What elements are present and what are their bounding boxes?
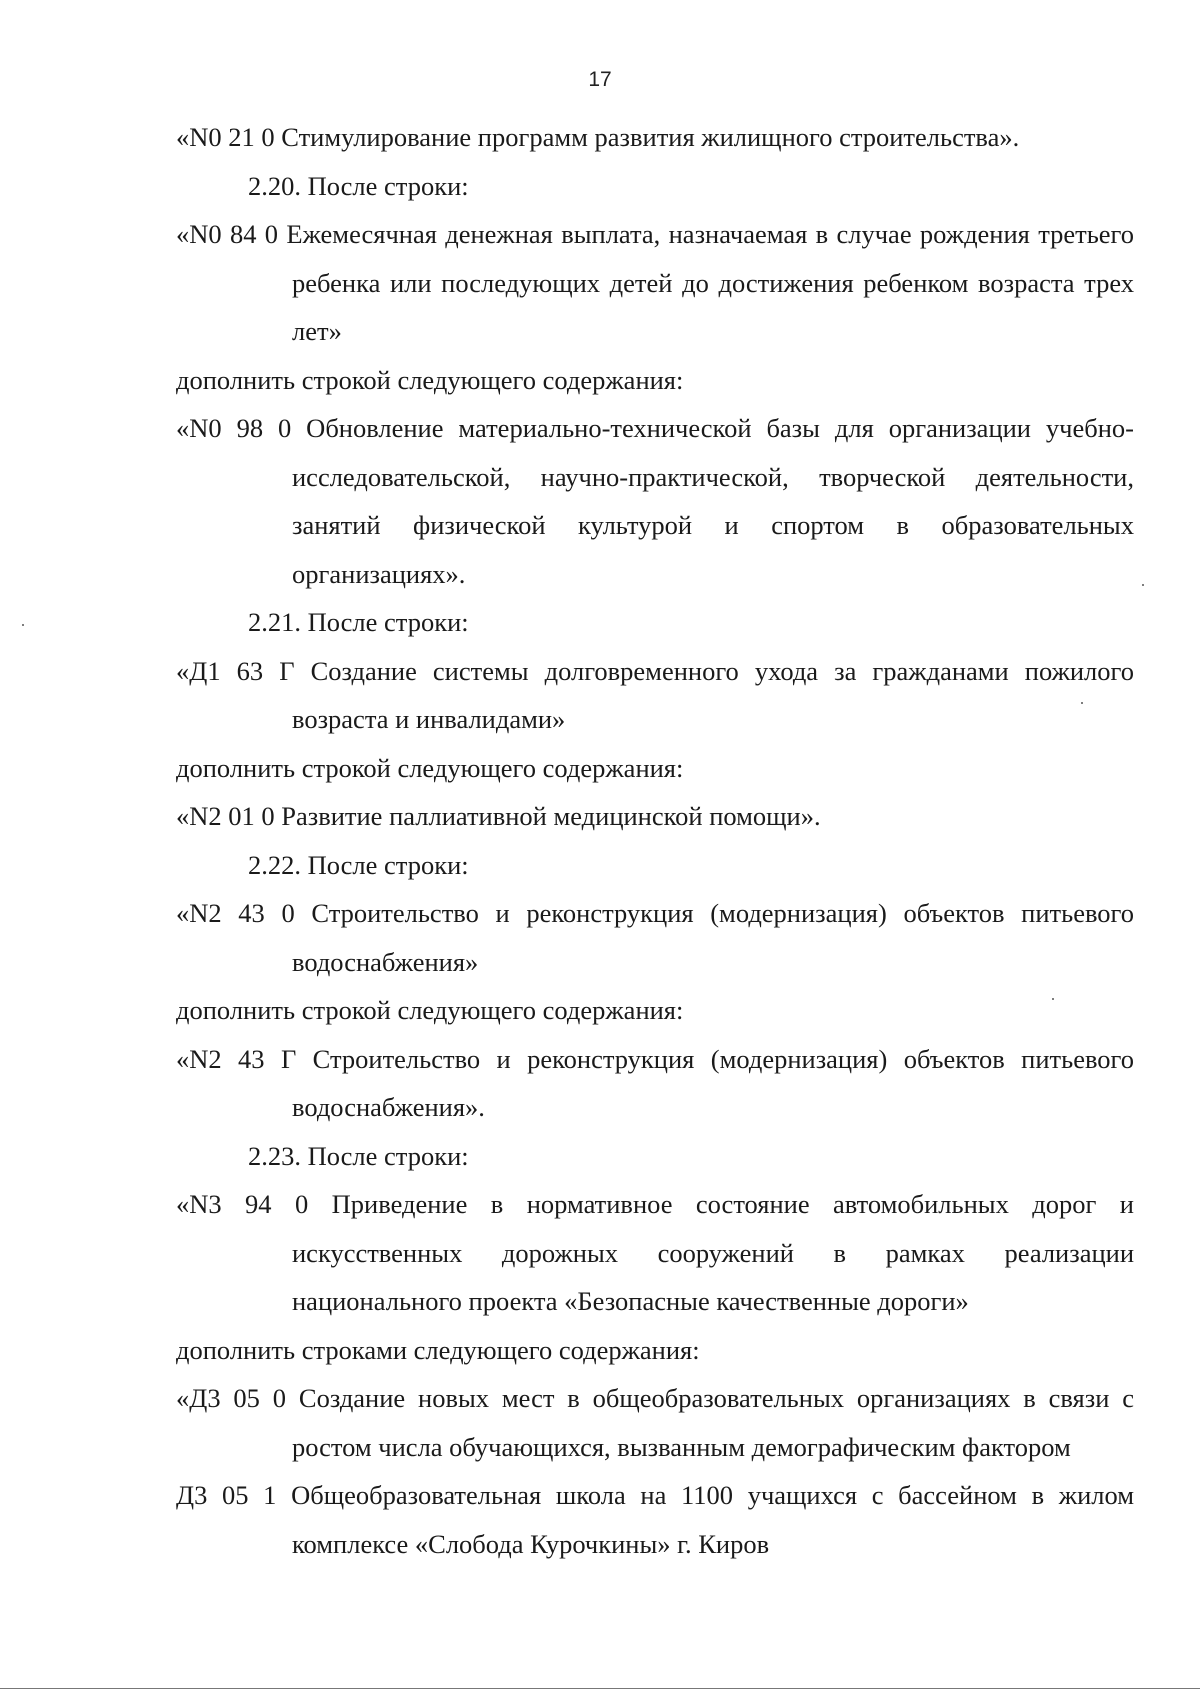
scan-edge-line (0, 1688, 1200, 1689)
text-line: дополнить строкой следующего содержания: (176, 995, 684, 1025)
document-body (176, 113, 1134, 1568)
scan-speck (22, 624, 24, 626)
scan-speck (1142, 584, 1144, 586)
section-heading: 2.20. После строки: (248, 170, 469, 201)
scan-speck (1052, 998, 1054, 1000)
budget-code-entry: «N3 94 0 Приведение в нормативное состояние автомобильных дорог и искусственных дорожных сооружений в рамках реализации национального проекта «Безопасные качественные дороги» (176, 1189, 1134, 1316)
budget-code-entry: «Д1 63 Г Создание системы долговременного ухода за гражданами пожилого возраста и инвалидами» (176, 655, 1134, 734)
budget-code-entry: «Д3 05 0 Создание новых мест в общеобразовательных организациях в связи с ростом числа обучающихся, вызванным демографическим фактором (176, 1383, 1134, 1462)
budget-code-entry: «N0 84 0 Ежемесячная денежная выплата, назначаемая в случае рождения третьего ребенка или последующих детей до достижения ребенком возраста трех лет» (176, 219, 1134, 346)
text-line: дополнить строкой следующего содержания: (176, 364, 684, 395)
text-line: дополнить строками следующего содержания: (176, 1334, 700, 1365)
budget-code-entry: «N2 43 0 Строительство и реконструкция (модернизация) объектов питьевого водоснабжения» (176, 898, 1134, 977)
scan-speck (1081, 702, 1083, 704)
budget-code-entry: «N0 98 0 Обновление материально-технической базы для организации учебно-исследовательской, научно-практической, творческой деятельности, занятий физической культурой и спортом в образовательных организациях». (176, 413, 1134, 589)
section-heading: 2.23. После строки: (248, 1140, 469, 1171)
budget-code-entry: «N2 43 Г Строительство и реконструкция (модернизация) объектов питьевого водоснабжения». (176, 1043, 1134, 1122)
text-line: «N0 21 0 Стимулирование программ развития жилищного строительства». (176, 122, 1020, 152)
page-number: 17 (588, 68, 612, 91)
section-heading: 2.21. После строки: (248, 607, 469, 637)
text-line: «N2 01 0 Развитие паллиативной медицинской помощи». (176, 801, 821, 831)
text-line: дополнить строкой следующего содержания: (176, 752, 684, 783)
budget-code-entry: Д3 05 1 Общеобразовательная школа на 1100 учащихся с бассейном в жилом комплексе «Слобода Курочкины» г. Киров (176, 1480, 1134, 1559)
section-heading: 2.22. После строки: (248, 849, 469, 880)
